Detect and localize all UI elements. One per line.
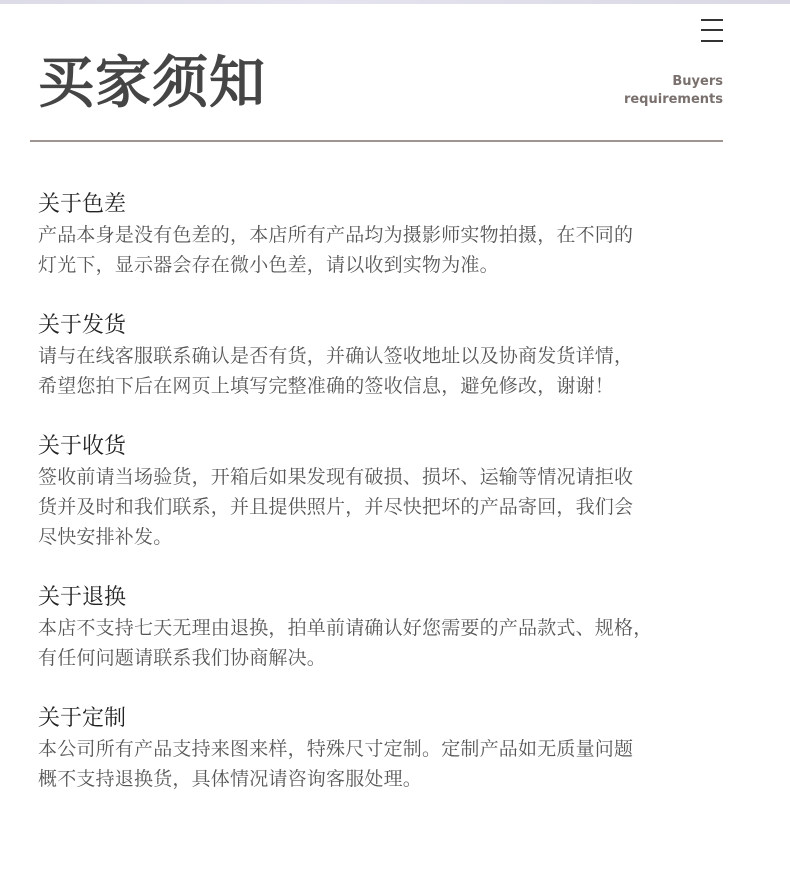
section-shipping	[38, 311, 738, 401]
section-text-line: 有任何问题请联系我们协商解决。	[38, 647, 327, 669]
section-text-line: 货并及时和我们联系，并且提供照片，并尽快把坏的产品寄回，我们会	[38, 496, 634, 518]
section-text-line: 希望您拍下后在网页上填写完整准确的签收信息，避免修改，谢谢！	[38, 375, 615, 397]
section-title: 关于收货	[38, 434, 127, 459]
menu-bar	[701, 29, 723, 31]
menu-bar	[701, 19, 723, 21]
top-edge-strip	[0, 0, 790, 4]
notice-sections	[38, 190, 738, 825]
section-title: 关于色差	[38, 192, 127, 217]
section-color-difference	[38, 190, 738, 280]
section-customization	[38, 704, 738, 794]
section-title: 关于退换	[38, 585, 127, 610]
page-title: 买家须知	[38, 51, 266, 116]
page-subtitle	[624, 73, 723, 109]
section-text-line: 签收前请当场验货，开箱后如果发现有破损、损坏、运输等情况请拒收	[38, 466, 634, 488]
section-title: 关于定制	[38, 706, 127, 731]
section-text-line: 概不支持退换货，具体情况请咨询客服处理。	[38, 768, 423, 790]
subtitle-line-1: Buyers	[672, 74, 723, 89]
section-title: 关于发货	[38, 313, 127, 338]
menu-bar	[701, 40, 723, 42]
section-text-line: 请与在线客服联系确认是否有货，并确认签收地址以及协商发货详情，	[38, 345, 634, 367]
section-text-line: 尽快安排补发。	[38, 526, 173, 548]
subtitle-line-2: requirements	[623, 92, 723, 107]
section-text-line: 灯光下，显示器会存在微小色差，请以收到实物为准。	[38, 254, 499, 276]
section-receiving	[38, 432, 738, 552]
section-returns	[38, 583, 738, 673]
header-divider	[30, 140, 723, 142]
section-text-line: 本店不支持七天无理由退换，拍单前请确认好您需要的产品款式、规格，	[38, 617, 653, 639]
section-text-line: 本公司所有产品支持来图来样，特殊尺寸定制。定制产品如无质量问题	[38, 738, 634, 760]
section-text-line: 产品本身是没有色差的，本店所有产品均为摄影师实物拍摄，在不同的	[38, 224, 634, 246]
hamburger-menu-icon[interactable]	[701, 18, 723, 44]
